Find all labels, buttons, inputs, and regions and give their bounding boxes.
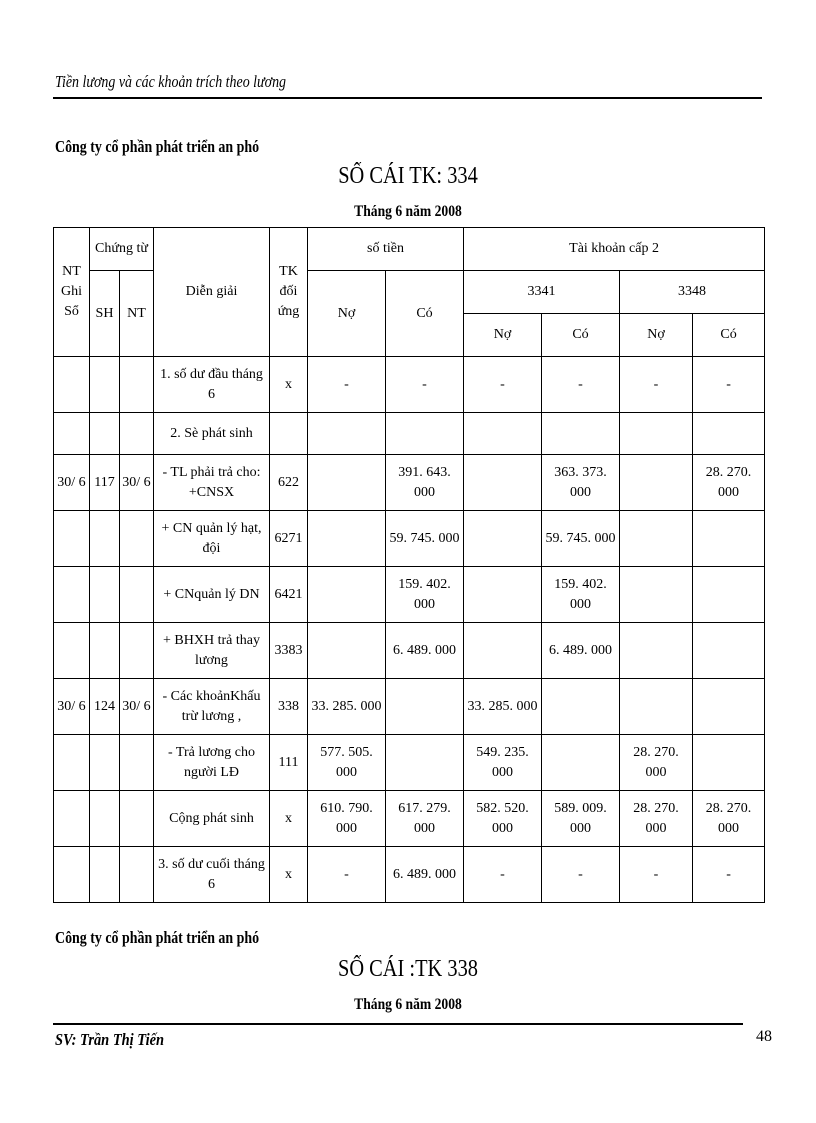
- cell-ntgs: [54, 511, 90, 567]
- table-row: [54, 791, 765, 847]
- cell-co3341: [542, 413, 620, 455]
- table-row: [54, 455, 765, 511]
- table-row: [54, 679, 765, 735]
- header-co-3341: Có: [542, 314, 620, 357]
- cell-co3341: 363. 373. 000: [542, 455, 620, 511]
- header-title: Tiền lương và các khoản trích theo lương: [55, 72, 287, 91]
- cell-ntgs: [54, 357, 90, 413]
- header-so-tien: số tiền: [308, 228, 464, 271]
- cell-no: -: [308, 357, 386, 413]
- cell-tk: x: [270, 791, 308, 847]
- cell-nt: [120, 413, 154, 455]
- header-sh: SH: [90, 271, 120, 357]
- cell-nt: 30/ 6: [120, 679, 154, 735]
- cell-nt: [120, 357, 154, 413]
- table-row: [54, 567, 765, 623]
- cell-co3341: 589. 009. 000: [542, 791, 620, 847]
- cell-sh: [90, 735, 120, 791]
- cell-ntgs: [54, 623, 90, 679]
- cell-co3348: [693, 567, 765, 623]
- cell-no3341: 549. 235. 000: [464, 735, 542, 791]
- cell-co3341: [542, 735, 620, 791]
- cell-co: 59. 745. 000: [386, 511, 464, 567]
- company-name: Công ty cổ phần phát triển an phó: [55, 137, 260, 156]
- cell-tk: 6421: [270, 567, 308, 623]
- cell-co3348: -: [693, 357, 765, 413]
- cell-co3348: [693, 413, 765, 455]
- company-name-2: Công ty cổ phần phát triển an phó: [55, 928, 260, 947]
- cell-no3348: [620, 413, 693, 455]
- cell-no3341: [464, 623, 542, 679]
- cell-no3341: [464, 567, 542, 623]
- header-co: Có: [386, 271, 464, 357]
- cell-co3341: 59. 745. 000: [542, 511, 620, 567]
- cell-no3341: -: [464, 847, 542, 903]
- table-row: [54, 413, 765, 455]
- cell-ntgs: [54, 567, 90, 623]
- cell-co3341: [542, 679, 620, 735]
- cell-co3348: [693, 679, 765, 735]
- cell-desc: + CN quản lý hạt, đội: [154, 511, 270, 567]
- student-name: SV: Trần Thị Tiến: [55, 1030, 165, 1049]
- cell-no: [308, 455, 386, 511]
- cell-desc: 3. số dư cuối tháng 6: [154, 847, 270, 903]
- cell-desc: - Trả lương cho người LĐ: [154, 735, 270, 791]
- page-number: 48: [756, 1028, 772, 1045]
- cell-nt: 30/ 6: [120, 455, 154, 511]
- cell-sh: 117: [90, 455, 120, 511]
- table-row: [54, 511, 765, 567]
- ledger-title-2: SỔ CÁI :TK 338: [338, 956, 478, 982]
- cell-desc: + BHXH trả thay lương: [154, 623, 270, 679]
- cell-sh: 124: [90, 679, 120, 735]
- cell-tk: x: [270, 847, 308, 903]
- cell-no3348: 28. 270. 000: [620, 735, 693, 791]
- cell-no: [308, 623, 386, 679]
- cell-co: 6. 489. 000: [386, 623, 464, 679]
- cell-no3348: 28. 270. 000: [620, 791, 693, 847]
- header-chung-tu: Chứng từ: [90, 228, 154, 271]
- header-tk-cap2: Tài khoản cấp 2: [464, 228, 765, 271]
- cell-nt: [120, 735, 154, 791]
- cell-no: [308, 413, 386, 455]
- cell-nt: [120, 623, 154, 679]
- cell-ntgs: [54, 847, 90, 903]
- cell-desc: - Các khoảnKhấu trừ lương ,: [154, 679, 270, 735]
- cell-co3348: -: [693, 847, 765, 903]
- cell-ntgs: [54, 413, 90, 455]
- cell-tk: [270, 413, 308, 455]
- cell-no3341: [464, 511, 542, 567]
- cell-no3341: [464, 455, 542, 511]
- cell-co: 391. 643. 000: [386, 455, 464, 511]
- cell-no3348: [620, 455, 693, 511]
- cell-co3348: 28. 270. 000: [693, 791, 765, 847]
- cell-ntgs: 30/ 6: [54, 455, 90, 511]
- header-acc-3341: 3341: [464, 271, 620, 314]
- cell-desc: Cộng phát sinh: [154, 791, 270, 847]
- header-nt: NT: [120, 271, 154, 357]
- header-dien-giai: Diễn giải: [154, 228, 270, 357]
- cell-co3341: -: [542, 847, 620, 903]
- cell-co: [386, 679, 464, 735]
- cell-sh: [90, 847, 120, 903]
- cell-nt: [120, 791, 154, 847]
- header-tk-doi-ung: TK đối ứng: [270, 228, 308, 357]
- cell-nt: [120, 511, 154, 567]
- ledger-title: SỔ CÁI TK: 334: [338, 163, 478, 189]
- cell-sh: [90, 567, 120, 623]
- cell-no3348: -: [620, 357, 693, 413]
- header-co-3348: Có: [693, 314, 765, 357]
- cell-sh: [90, 413, 120, 455]
- cell-no3348: [620, 511, 693, 567]
- cell-co3348: [693, 511, 765, 567]
- cell-nt: [120, 847, 154, 903]
- header-no-3341: Nợ: [464, 314, 542, 357]
- cell-desc: - TL phải trả cho: +CNSX: [154, 455, 270, 511]
- cell-sh: [90, 511, 120, 567]
- cell-nt: [120, 567, 154, 623]
- cell-no: -: [308, 847, 386, 903]
- cell-no: 33. 285. 000: [308, 679, 386, 735]
- cell-co: 617. 279. 000: [386, 791, 464, 847]
- table-row: [54, 623, 765, 679]
- ledger-subtitle: Tháng 6 năm 2008: [354, 203, 462, 220]
- header-acc-3348: 3348: [620, 271, 765, 314]
- cell-ntgs: 30/ 6: [54, 679, 90, 735]
- table-row: [54, 357, 765, 413]
- cell-no: 610. 790. 000: [308, 791, 386, 847]
- cell-tk: 3383: [270, 623, 308, 679]
- cell-desc: 2. Sè phát sinh: [154, 413, 270, 455]
- table-header-row: [54, 228, 765, 271]
- cell-desc: + CNquản lý DN: [154, 567, 270, 623]
- cell-tk: 111: [270, 735, 308, 791]
- cell-co3348: [693, 735, 765, 791]
- cell-co3341: 6. 489. 000: [542, 623, 620, 679]
- cell-tk: 622: [270, 455, 308, 511]
- cell-ntgs: [54, 735, 90, 791]
- cell-no: 577. 505. 000: [308, 735, 386, 791]
- table-row: [54, 847, 765, 903]
- cell-sh: [90, 623, 120, 679]
- cell-co: [386, 735, 464, 791]
- cell-sh: [90, 791, 120, 847]
- footer-rule: [53, 1023, 743, 1025]
- cell-co3341: -: [542, 357, 620, 413]
- cell-tk: x: [270, 357, 308, 413]
- cell-tk: 338: [270, 679, 308, 735]
- cell-co3348: 28. 270. 000: [693, 455, 765, 511]
- ledger-table: [53, 227, 765, 903]
- cell-no: [308, 567, 386, 623]
- cell-co: 159. 402. 000: [386, 567, 464, 623]
- cell-sh: [90, 357, 120, 413]
- cell-co: [386, 413, 464, 455]
- cell-tk: 6271: [270, 511, 308, 567]
- ledger-subtitle-2: Tháng 6 năm 2008: [354, 996, 462, 1013]
- cell-no3348: [620, 679, 693, 735]
- cell-no3341: 582. 520. 000: [464, 791, 542, 847]
- header-nt-ghi-so: NT Ghi Sổ: [54, 228, 90, 357]
- cell-co3348: [693, 623, 765, 679]
- cell-co: -: [386, 357, 464, 413]
- cell-no3341: -: [464, 357, 542, 413]
- cell-no: [308, 511, 386, 567]
- header-no-3348: Nợ: [620, 314, 693, 357]
- cell-no3341: [464, 413, 542, 455]
- cell-no3348: -: [620, 847, 693, 903]
- table-row: [54, 735, 765, 791]
- cell-co3341: 159. 402. 000: [542, 567, 620, 623]
- cell-no3341: 33. 285. 000: [464, 679, 542, 735]
- cell-ntgs: [54, 791, 90, 847]
- cell-desc: 1. số dư đầu tháng 6: [154, 357, 270, 413]
- header-rule: [53, 97, 762, 99]
- cell-co: 6. 489. 000: [386, 847, 464, 903]
- header-no: Nợ: [308, 271, 386, 357]
- cell-no3348: [620, 623, 693, 679]
- cell-no3348: [620, 567, 693, 623]
